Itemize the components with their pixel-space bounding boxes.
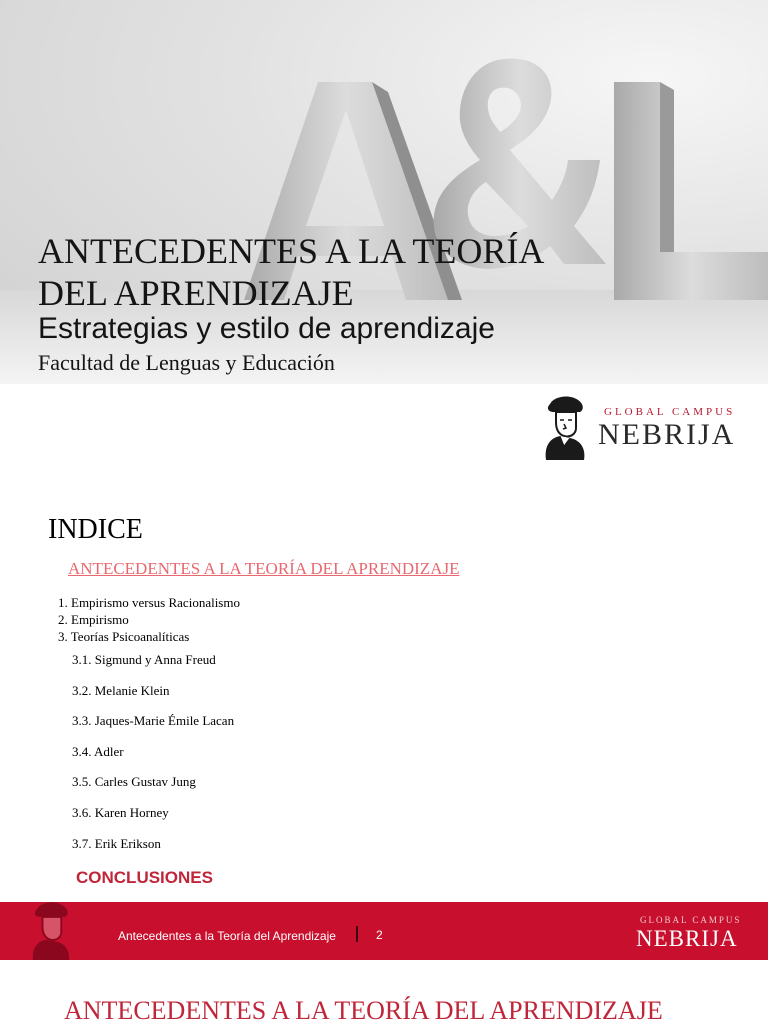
toc-subitem: 3.2. Melanie Klein (72, 682, 170, 698)
toc-subitem: 3.7. Erik Erikson (72, 835, 161, 851)
cover-title (38, 230, 638, 314)
cover-subtitle: Estrategias y estilo de aprendizaje (38, 312, 495, 345)
footer-logo-global-campus: GLOBAL CAMPUS (640, 915, 742, 925)
toc-subitem: 3.3. Jaques-Marie Émile Lacan (72, 713, 235, 729)
conclusions-heading: CONCLUSIONES (76, 868, 213, 887)
logo-global-campus: GLOBAL CAMPUS (604, 406, 736, 418)
page-number: 2 (376, 928, 383, 942)
nebrija-logo (540, 392, 740, 462)
toc-sub-list (72, 652, 234, 866)
next-slide (0, 990, 768, 1024)
cover-slide (0, 0, 768, 480)
cover-title-line2: DEL APRENDIZAJE (38, 273, 354, 313)
toc-subitem: 3.4. Adler (72, 743, 124, 759)
toc-subitem: 3.6. Karen Horney (72, 804, 169, 820)
toc-subitem: 3.1. Sigmund y Anna Freud (72, 652, 216, 667)
index-heading: INDICE (48, 514, 143, 545)
toc-subitem: 3.5. Carles Gustav Jung (72, 774, 196, 790)
toc-main-list (58, 594, 240, 645)
footer-logo-nebrija: NEBRIJA (636, 926, 738, 951)
footer-title: Antecedentes a la Teoría del Aprendizaje (118, 929, 336, 943)
index-section-link[interactable]: ANTECEDENTES A LA TEORÍA DEL APRENDIZAJE (68, 559, 460, 578)
toc-item: 2. Empirismo (58, 612, 129, 627)
toc-item: 1. Empirismo versus Racionalismo (58, 595, 240, 610)
slide-footer (0, 902, 768, 960)
nebrija-portrait-icon (24, 902, 76, 960)
cover-title-line1: ANTECEDENTES A LA TEORÍA (38, 231, 545, 271)
footer-divider (356, 926, 358, 942)
toc-item: 3. Teorías Psicoanalíticas (58, 629, 190, 644)
cover-faculty: Facultad de Lenguas y Educación (38, 350, 335, 375)
index-slide (0, 490, 768, 960)
logo-nebrija: NEBRIJA (598, 418, 736, 451)
nebrija-portrait-icon (540, 394, 588, 460)
next-slide-title: ANTECEDENTES A LA TEORÍA DEL APRENDIZAJE (64, 996, 663, 1024)
